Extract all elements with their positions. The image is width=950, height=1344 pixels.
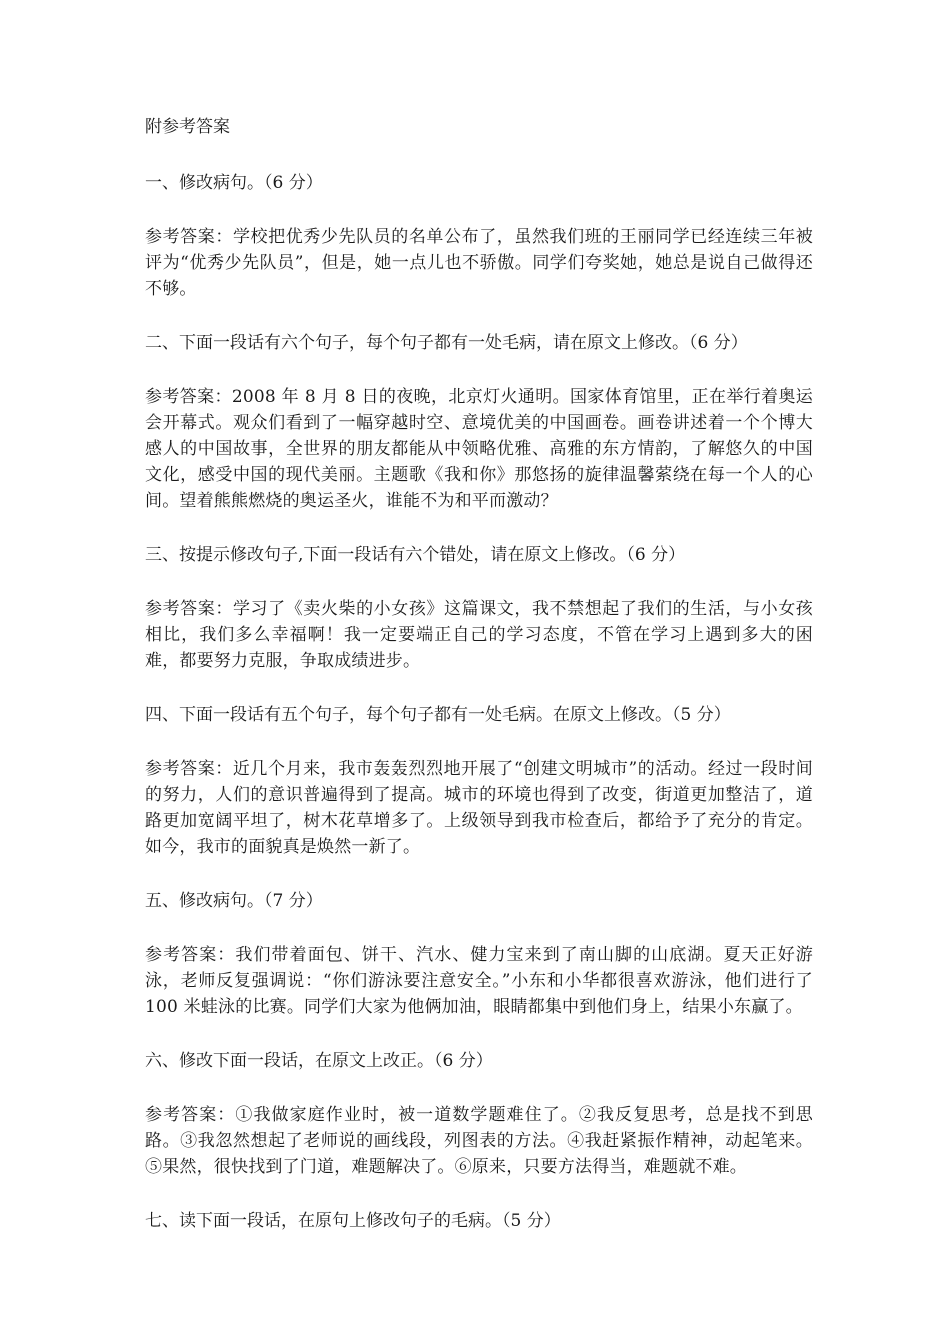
answer-text: 参考答案：学习了《卖火柴的小女孩》这篇课文，我不禁想起了我们的生活，与小女孩相比，我们多么幸福啊！我一定要端正自己的学习态度，不管在学习上遇到多大的困难，都要努力克服，争取成绩进步。	[145, 599, 813, 671]
answer-text: 参考答案：近几个月来，我市轰轰烈烈地开展了“创建文明城市”的活动。经过一段时间的努力，人们的意识普遍得到了提高。城市的环境也得到了改变，街道更加整洁了，道路更加宽阔平坦了，树木花草增多了。上级领导到我市检查后，都给予了充分的肯定。如今，我市的面貌真是焕然一新了。	[145, 759, 813, 857]
section-4	[145, 702, 813, 860]
answer-text: 参考答案：①我做家庭作业时，被一道数学题难住了。②我反复思考，总是找不到思路。③我忽然想起了老师说的画线段，列图表的方法。④我赶紧振作精神，动起笔来。⑤果然，很快找到了门道，难题解决了。⑥原来，只要方法得当，难题就不难。	[145, 1105, 813, 1177]
section-6	[145, 1048, 813, 1180]
section-7	[145, 1208, 813, 1234]
question-heading: 三、按提示修改句子,下面一段话有六个错处，请在原文上修改。（6 分）	[145, 545, 686, 565]
question-heading: 一、修改病句。（6 分）	[145, 173, 323, 193]
section-2	[145, 330, 813, 514]
document-title: 附参考答案	[145, 117, 230, 137]
answer-text: 参考答案：2008 年 8 月 8 日的夜晚，北京灯火通明。国家体育馆里，正在举行着奥运会开幕式。观众们看到了一幅穿越时空、意境优美的中国画卷。画卷讲述着一个个博大感人的中国故事，全世界的朋友都能从中领略优雅、高雅的东方情韵，了解悠久的中国文化，感受中国的现代美丽。主题歌《我和你》那悠扬的旋律温馨萦绕在每一个人的心间。望着熊熊燃烧的奥运圣火，谁能不为和平而激动？	[145, 387, 813, 511]
question-heading: 五、修改病句。（7 分）	[145, 891, 323, 911]
answer-text: 参考答案：学校把优秀少先队员的名单公布了，虽然我们班的王丽同学已经连续三年被评为“优秀少先队员”，但是，她一点儿也不骄傲。同学们夸奖她，她总是说自己做得还不够。	[145, 227, 813, 299]
section-3	[145, 542, 813, 674]
section-1	[145, 170, 813, 302]
section-5	[145, 888, 813, 1020]
question-heading: 二、下面一段话有六个句子，每个句子都有一处毛病，请在原文上修改。（6 分）	[145, 333, 748, 353]
document-page	[145, 114, 813, 1262]
question-heading: 七、读下面一段话，在原句上修改句子的毛病。（5 分）	[145, 1211, 561, 1231]
question-heading: 六、修改下面一段话，在原文上改正。（6 分）	[145, 1051, 493, 1071]
answer-text: 参考答案：我们带着面包、饼干、汽水、健力宝来到了南山脚的山底湖。夏天正好游泳，老师反复强调说：“你们游泳要注意安全。”小东和小华都很喜欢游泳，他们进行了 100 米蛙泳的比赛。同学们大家为他俩加油，眼睛都集中到他们身上，结果小东赢了。	[145, 945, 813, 1017]
question-heading: 四、下面一段话有五个句子，每个句子都有一处毛病。在原文上修改。（5 分）	[145, 705, 731, 725]
